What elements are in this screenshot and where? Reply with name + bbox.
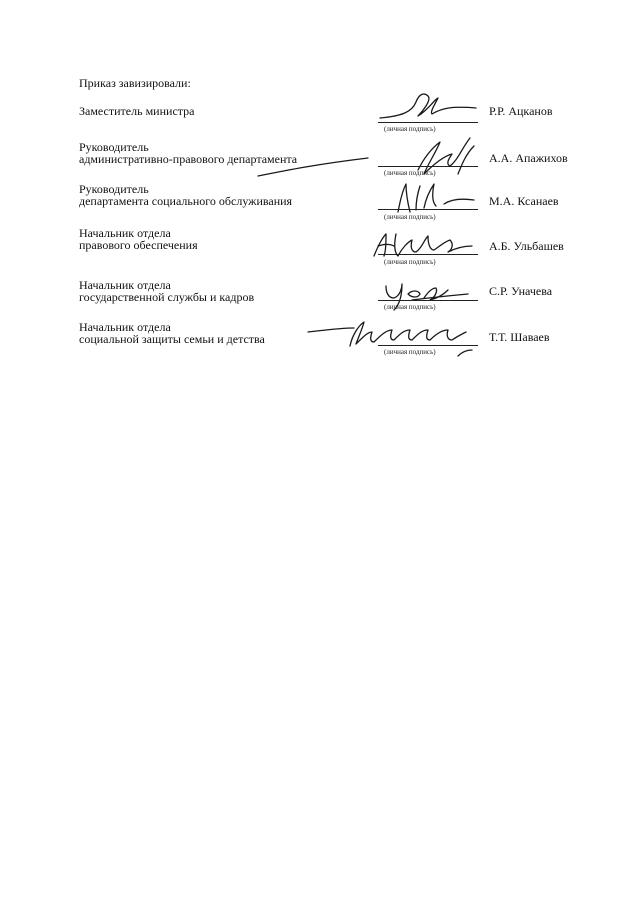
approval-row: [0, 226, 640, 286]
signer-name: Т.Т. Шаваев: [489, 330, 550, 344]
signature-caption: (личная подпись): [384, 258, 436, 266]
signature-caption: (личная подпись): [384, 303, 436, 311]
signer-name: А.А. Апажихов: [489, 151, 568, 165]
document-heading: Приказ завизировали:: [79, 76, 191, 90]
signature-caption: (личная подпись): [384, 125, 436, 133]
signature-line: [378, 254, 478, 255]
position-line: Заместитель министра: [79, 104, 195, 118]
handwritten-signature: [372, 90, 482, 124]
position-line: правового обеспечения: [79, 238, 198, 252]
position-line: государственной службы и кадров: [79, 290, 255, 304]
signature-line: [378, 209, 478, 210]
signer-name: С.Р. Уначева: [489, 284, 553, 298]
signature-line: [378, 166, 478, 167]
position-line: Начальник отдела: [79, 226, 171, 240]
signature-caption: (личная подпись): [384, 213, 436, 221]
signature-caption: (личная подпись): [384, 348, 436, 356]
position-line: департамента социального обслуживания: [79, 194, 293, 208]
signer-name: А.Б. Ульбашев: [489, 239, 564, 253]
signature-caption: (личная подпись): [384, 169, 436, 177]
position-line: административно-правового департамента: [79, 152, 298, 166]
handwritten-signature: [390, 178, 480, 218]
signer-name: М.А. Ксанаев: [489, 194, 559, 208]
signature-line: [378, 345, 478, 346]
handwritten-signature: [248, 134, 488, 184]
position-line: Руководитель: [79, 140, 149, 154]
signature-line: [378, 300, 478, 301]
handwritten-signature: [368, 226, 478, 262]
position-line: Начальник отдела: [79, 320, 171, 334]
approval-row: [0, 320, 640, 380]
position-line: Руководитель: [79, 182, 149, 196]
signer-name: Р.Р. Ацканов: [489, 104, 553, 118]
position-line: Начальник отдела: [79, 278, 171, 292]
signature-line: [378, 122, 478, 123]
position-line: социальной защиты семьи и детства: [79, 332, 265, 346]
